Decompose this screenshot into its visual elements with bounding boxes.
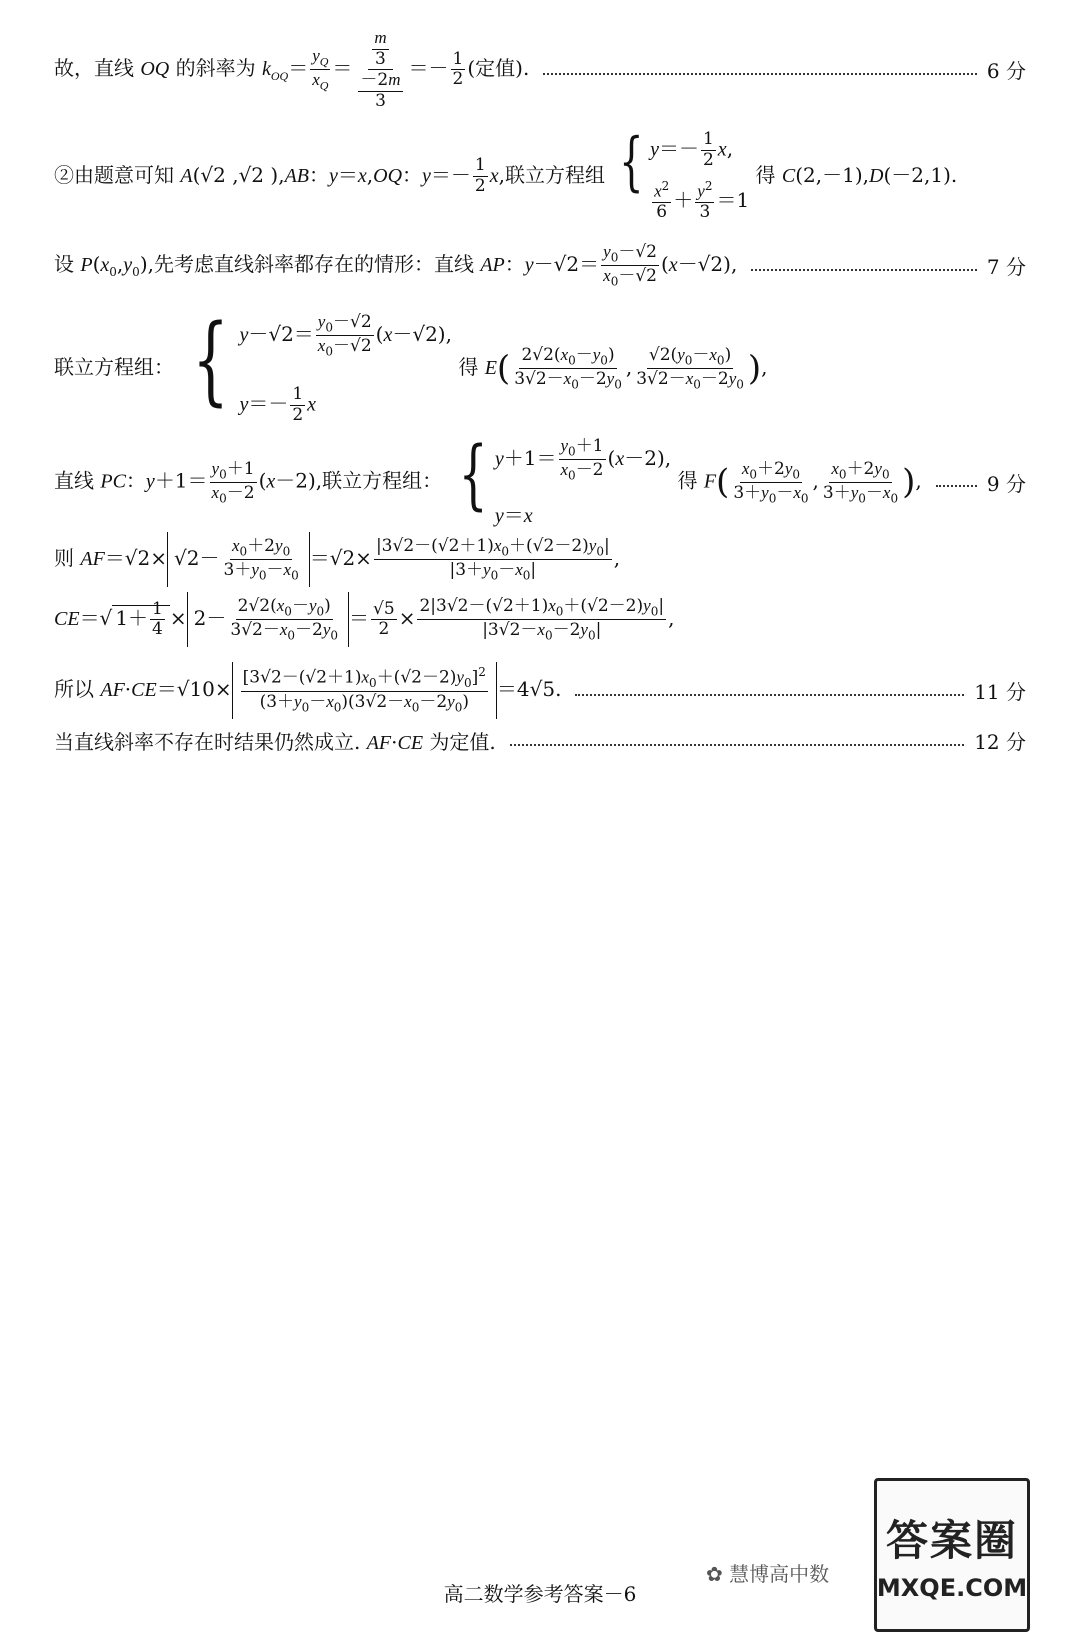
solution-line-8 <box>54 662 1026 719</box>
watermark-text: 慧博高中数 <box>729 1562 830 1586</box>
solution-line-1 <box>54 28 1026 111</box>
equation-system: { y＋1＝ $\frac{y_0+1}{x_0-2}$ (x－2), y＝x <box>458 429 672 528</box>
solution-line-3 <box>54 242 1026 289</box>
stamp-title: 答案圈 <box>885 1516 1018 1565</box>
leader-dots <box>936 485 977 487</box>
solution-line-5 <box>54 429 1026 528</box>
line9-text: 当直线斜率不存在时结果仍然成立. AF·CE 为定值. <box>54 730 496 754</box>
score-12: 12 分 <box>974 730 1026 754</box>
leader-dots <box>543 73 977 75</box>
line4-text: 联立方程组： { y－√2＝ $\frac{y_0-√2}{x_0-√2}$ (x－√2), y＝－ $\frac{1}{2}$ x 得 E( $\frac{2√2(x_0-y_0)}{3√2-x_0-2y_0}$ , $\frac{√2(y_0-x_0)}{3√2-x_0-2y_0}$ ), <box>54 304 768 425</box>
line7-text: CE＝√ 1＋ $\frac{1}{4}$ × 2－ $\frac{2√2(x_0-y_0)}{3√2-x_0-2y_0}$ ＝ $\frac{√5}{2}$ × $\frac{2|3√2-(√2+1)x_0+(√2-2)y_0|}{|3√2-x_0-2y_0|}$ , <box>54 592 674 647</box>
equation-system: { y＝－ $\frac{1}{2}$ x, $\frac{x^2}{6}$ ＋ $\frac{y^2}{3}$ ＝1 <box>619 125 750 223</box>
stamp-domain: MXQE.COM <box>876 1574 1028 1602</box>
line5-text: 直线 PC：y＋1＝ $\frac{y_0+1}{x_0-2}$ (x－2),联立方程组： { y＋1＝ $\frac{y_0+1}{x_0-2}$ (x－2), y＝x 得 F( $\frac{x_0+2y_0}{3+y_0-x_0}$ , $\frac{x_0+2y_0}{3+y_0-x_0}$ ), <box>54 429 922 528</box>
solution-line-7 <box>54 592 1026 647</box>
line1-text: 故，直线 OQ 的斜率为 $k_{OQ}=$ $\frac{y_Q}{x_Q}$ ＝ $\frac{\frac{m}{3}}{\frac{-2m}{3}}$ ＝－ $\frac{1}{2}$ (定值). <box>54 28 530 111</box>
score-7: 7 分 <box>986 255 1026 280</box>
line3-text: 设 $P(x_0,y_0)$,先考虑直线斜率都存在的情形：直线 AP：y－√2＝ $\frac{y_0-√2}{x_0-√2}$ (x－√2), <box>54 242 738 289</box>
line2-text: ②由题意可知 A(√2 ,√2 ),AB：y＝x,OQ：y＝－ $\frac{1}{2}$ x,联立方程组 { y＝－ $\frac{1}{2}$ x, $\frac{x^2}{6}$ ＋ $\frac{y^2}{3}$ ＝1 得 C(2,－1),D(－2,1). <box>54 125 958 223</box>
site-logo-stamp <box>874 1478 1030 1632</box>
line6-text: 则 AF＝√2× √2－ $\frac{x_0+2y_0}{3+y_0-x_0}$ ＝√2× $\frac{|3√2-(√2+1)x_0+(√2-2)y_0|}{|3+y_0-x_0|}$ , <box>54 532 620 587</box>
solution-line-9 <box>54 726 1026 755</box>
wechat-icon: ✿ <box>706 1562 723 1586</box>
leader-dots <box>751 269 977 271</box>
watermark <box>706 1558 829 1587</box>
solution-line-6 <box>54 532 1026 587</box>
line8-text: 所以 AF·CE＝√10× $\frac{[3√2-(√2+1)x_0+(√2-2)y_0]^2}{(3+y_0-x_0)(3√2-x_0-2y_0)}$ ＝4√5. <box>54 662 561 719</box>
score-6: 6 分 <box>986 59 1026 84</box>
solution-line-4 <box>54 304 1026 425</box>
score-11: 11 分 <box>974 680 1026 705</box>
solution-line-2 <box>54 125 1026 223</box>
leader-dots <box>575 694 964 696</box>
leader-dots <box>510 744 964 746</box>
score-9: 9 分 <box>986 471 1026 496</box>
equation-system: { y－√2＝ $\frac{y_0-√2}{x_0-√2}$ (x－√2), y＝－ $\frac{1}{2}$ x <box>192 304 452 425</box>
page-footer: 高二数学参考答案－6 <box>443 1582 637 1606</box>
